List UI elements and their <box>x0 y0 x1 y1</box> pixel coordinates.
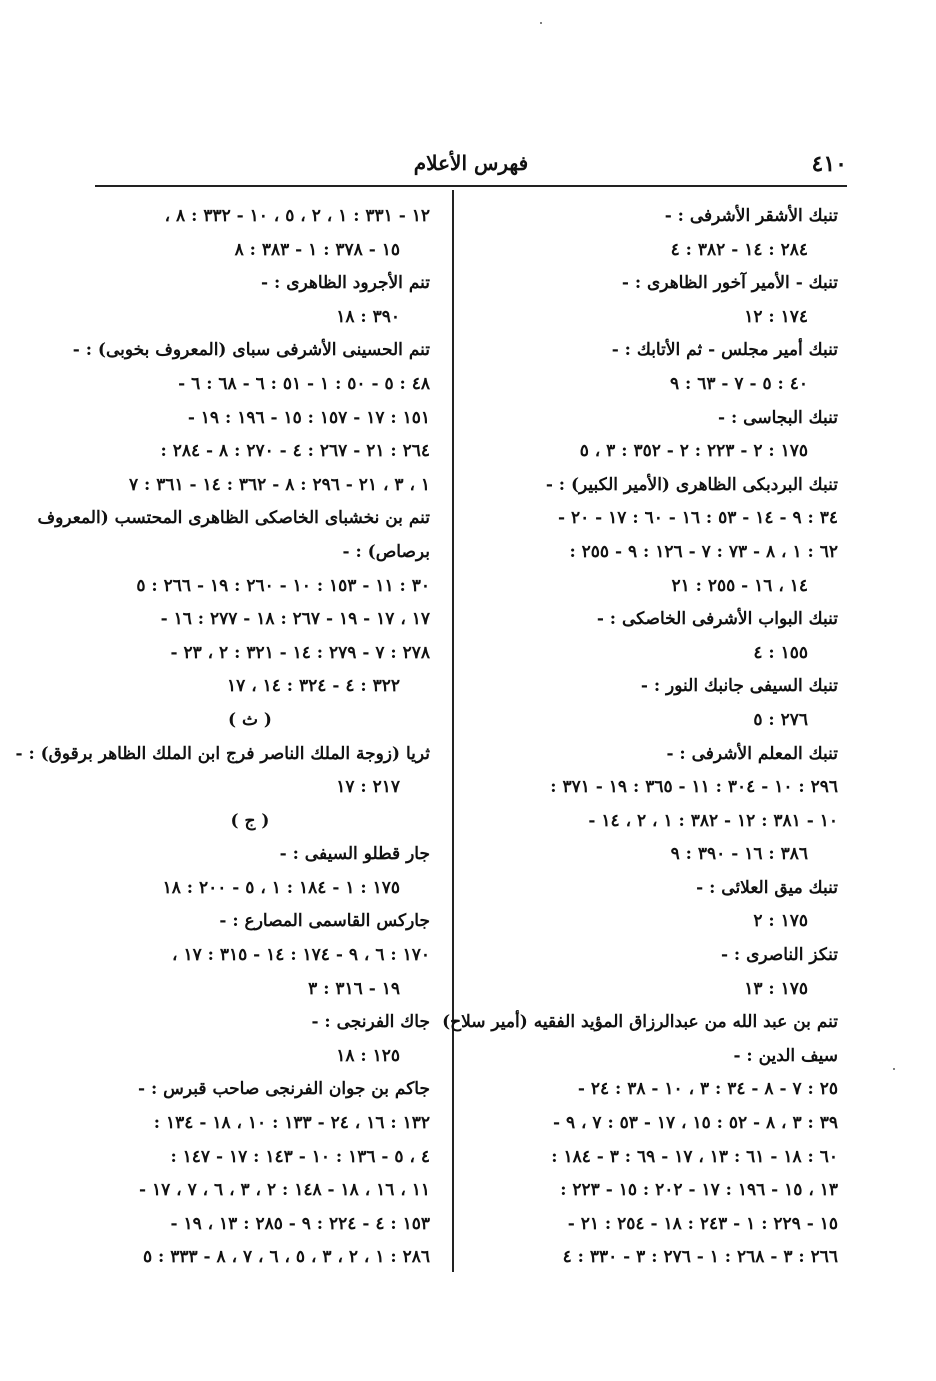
index-column-right <box>442 200 838 1275</box>
index-entry-references: ١٧٠ : ٦ ، ٩ - ١٧٤ : ١٤ - ٣١٥ : ١٧ ، <box>172 945 430 966</box>
index-entry-references: ١٧٥ : ٢ <box>753 911 808 932</box>
index-entry-references: ٢٩٦ : ١٠ - ٣٠٤ : ١١ - ٣٦٥ : ١٩ - ٣٧١ : <box>550 777 838 798</box>
index-entry-name: تنكز الناصرى : - <box>720 945 838 966</box>
index-entry-references: ١٤ ، ١٦ - ٢٥٥ : ٢١ <box>671 575 808 596</box>
index-entry-name: تنبك - الأمير آخور الظاهرى : - <box>621 273 838 294</box>
index-entry-references: ٣٨٦ : ١٦ - ٣٩٠ : ٩ <box>670 844 808 865</box>
index-entry-references: ٢٨٦ : ١ ، ٢ ، ٣ ، ٥ ، ٦ ، ٧ ، ٨ - ٣٣٣ : ٥ <box>142 1247 430 1268</box>
index-entry-references: ٣٠ : ١١ - ١٥٣ : ١٠ - ٢٦٠ : ١٩ - ٢٦٦ : ٥ <box>136 575 430 596</box>
index-entry-references: ١٢٥ : ١٨ <box>336 1045 400 1066</box>
index-entry-references: ١٧٤ : ١٢ <box>744 306 808 327</box>
column-divider <box>452 190 454 1272</box>
index-entry-references: ١١ ، ١٦ ، ١٨ - ١٤٨ : ٢ ، ٣ ، ٦ ، ٧ ، ١٧ - <box>138 1180 430 1201</box>
index-entry-name: برصاص) : - <box>342 541 430 562</box>
index-entry-references: ١٧٥ : ٢ - ٢٢٣ : ٢ - ٣٥٢ : ٣ ، ٥ <box>579 441 808 462</box>
index-entry-references: ٢٦٤ : ٢١ - ٢٦٧ : ٤ - ٢٧٠ : ٨ - ٢٨٤ : <box>160 441 430 462</box>
page-speck <box>540 22 542 24</box>
running-title: فهرس الأعلام <box>413 151 529 175</box>
index-entry-references: ١٥٣ : ٤ - ٢٢٤ : ٩ - ٢٨٥ : ١٣ ، ١٩ - <box>170 1213 430 1234</box>
page-header <box>95 145 847 187</box>
index-entry-references: ١٢ - ٣٣١ : ١ ، ٢ ، ٥ ، ١٠ - ٣٣٢ : ٨ ، <box>164 206 430 226</box>
index-entry-references: ١ ، ٣ ، ٢١ - ٢٩٦ : ٨ - ٣٦٢ : ١٤ - ٣٦١ : ٧ <box>128 474 430 495</box>
index-column-left <box>15 200 430 1275</box>
index-entry-references: ٢٧٦ : ٥ <box>753 709 808 730</box>
index-entry-references: ٤٠ : ٥ - ٧ - ٦٣ : ٩ <box>669 373 808 394</box>
index-entry-references: ٦٢ : ١ ، ٨ - ٧٣ : ٧ - ١٢٦ : ٩ - ٢٥٥ : <box>569 541 838 562</box>
index-entry-references: ٣٩ : ٣ ، ٨ - ٥٢ : ١٥ ، ١٧ - ٥٣ : ٧ ، ٩ - <box>552 1113 838 1134</box>
index-entry-name: جاركس القاسمى المصارع : - <box>219 911 430 932</box>
index-entry-name: تنبك المعلم الأشرفى : - <box>666 743 838 764</box>
index-entry-name: تنبك السيفى جانبك النور : - <box>640 676 838 697</box>
index-entry-name: تنم بن نخشباى الخاصكى الظاهرى المحتسب (المعروف <box>37 508 430 529</box>
index-entry-references: ١٧٥ : ١ - ١٨٤ : ١ ، ٥ - ٢٠٠ : ١٨ <box>162 877 400 898</box>
index-entry-name: تنبك البواب الأشرفى الخاصكى : - <box>596 609 838 630</box>
index-entry-name: تنبك أمير مجلس - ثم الأتابك : - <box>611 340 838 361</box>
page-number: ٤١٠ <box>811 151 847 177</box>
index-entry-references: ٢١٧ : ١٧ <box>336 777 400 798</box>
index-entry-references: ٣٤ : ٩ - ١٤ - ٥٣ : ١٦ - ٦٠ : ١٧ - ٢٠ - <box>558 508 838 529</box>
index-entry-references: ١٥٥ : ٤ <box>753 642 808 663</box>
index-entry-references: ٢٨٤ : ١٤ - ٣٨٢ : ٤ <box>670 239 808 260</box>
index-entry-references: ٣٢٢ : ٤ - ٣٢٤ : ١٤ ، ١٧ <box>227 676 400 697</box>
index-entry-name: جار قطلو السيفى : - <box>279 844 430 865</box>
index-entry-references: ١٥١ : ١٧ - ١٥٧ : ١٥ - ١٩٦ : ١٩ - <box>187 407 430 428</box>
index-entry-name: سيف الدين : - <box>733 1045 838 1066</box>
page-speck <box>893 1068 895 1070</box>
index-entry-name: جاك الفرنجى : - <box>311 1012 430 1033</box>
index-entry-name: تنبك ميق العلائى : - <box>696 877 838 898</box>
index-entry-references: ٢٧٨ : ٧ - ٢٧٩ : ١٤ - ٣٢١ : ٢ ، ٢٣ - <box>170 642 430 663</box>
index-entry-references: ١٧ ، ١٧ - ١٩ - ٢٦٧ : ١٨ - ٢٧٧ : ١٦ - <box>160 609 430 630</box>
index-entry-references: ١٥ - ٢٢٩ : ١ - ٢٤٣ : ١٨ - ٢٥٤ : ٢١ - <box>567 1213 838 1234</box>
index-entry-references: ٦٠ : ١٨ - ٦١ : ١٣ ، ١٧ - ٦٩ : ٣ - ١٨٤ : <box>551 1146 838 1167</box>
index-entry-name: جاكم بن جوان الفرنجى صاحب قبرس : - <box>138 1079 430 1100</box>
index-entry-references: ١٣ ، ١٥ - ١٩٦ : ١٧ - ٢٠٢ : ١٥ - ٢٢٣ : <box>560 1180 838 1201</box>
index-entry-references: ٣٩٠ : ١٨ <box>336 306 400 327</box>
section-letter-heading: ( ج ) <box>230 810 270 831</box>
section-letter-heading: ( ث ) <box>228 709 272 730</box>
index-entry-name: تنبك البجاسى : - <box>717 407 838 428</box>
index-entry-name: تنم بن عبد الله من عبدالرزاق المؤيد الفقيه (أمير سلاح) <box>442 1012 838 1033</box>
index-entry-references: ٢٥ : ٧ - ٨ - ٣٤ : ٣ ، ١٠ - ٣٨ : ٢٤ - <box>577 1079 838 1100</box>
index-entry-references: ١٣٢ : ١٦ ، ٢٤ - ١٣٣ : ١٠ ، ١٨ - ١٣٤ : <box>153 1113 430 1134</box>
index-entry-name: تنم الأجرود الظاهرى : - <box>261 273 430 294</box>
index-entry-references: ٤٨ : ٥ - ٥٠ : ١ - ٥١ : ٦ - ٦٨ : ٦ - <box>178 373 430 394</box>
index-entry-references: ١٧٥ : ١٣ <box>744 978 808 999</box>
index-entry-references: ٢٦٦ : ٣ - ٢٦٨ : ١ - ٢٧٦ : ٣ - ٣٣٠ : ٤ <box>562 1247 838 1268</box>
index-entry-name: تنبك البردبكى الظاهرى (الأمير الكبير) : - <box>545 474 838 495</box>
index-entry-name: تنبك الأشقر الأشرفى : - <box>664 206 838 226</box>
index-entry-references: ١٠ - ٣٨١ : ١٢ - ٣٨٢ : ١ ، ٢ ، ١٤ - <box>588 810 838 831</box>
index-entry-references: ١٩ - ٣١٦ : ٣ <box>308 978 400 999</box>
index-entry-references: ١٥ - ٣٧٨ : ١ - ٣٨٣ : ٨ <box>234 239 400 260</box>
index-entry-references: ٤ ، ٥ - ١٣٦ : ١٠ - ١٤٣ : ١٧ - ١٤٧ : <box>170 1146 430 1167</box>
index-entry-name: ثريا (زوجة الملك الناصر فرج ابن الملك الظاهر برقوق) : - <box>15 743 430 764</box>
index-entry-name: تنم الحسينى الأشرفى سباى (المعروف بخوبى) : - <box>72 340 430 361</box>
